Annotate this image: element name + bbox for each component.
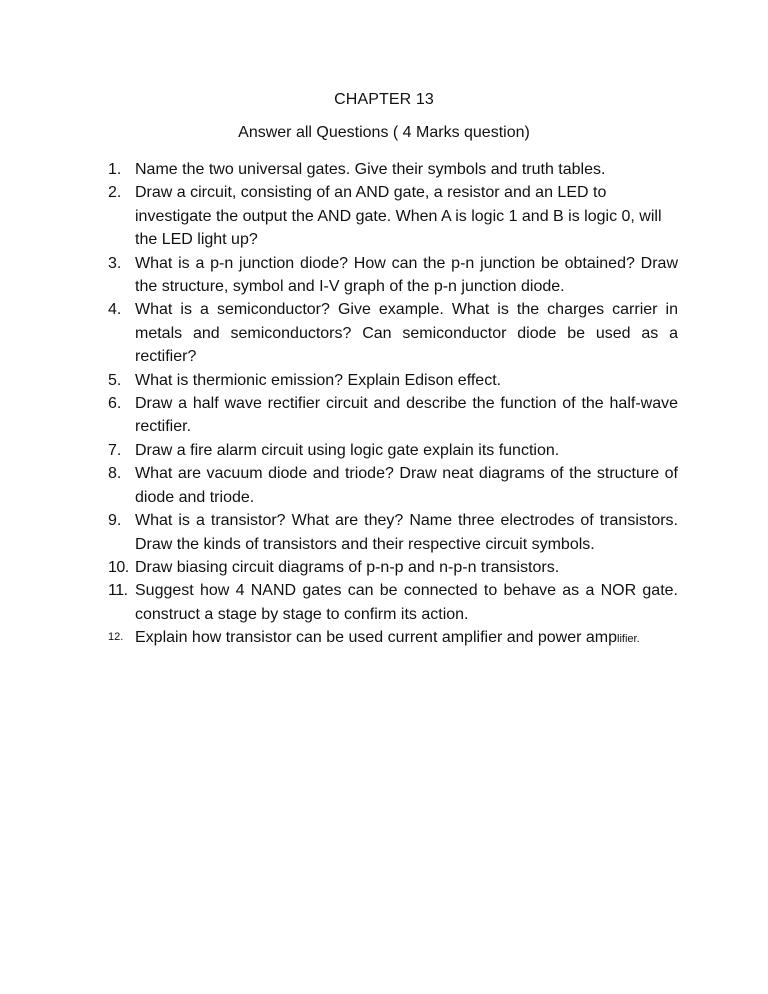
question-text bbox=[135, 626, 678, 651]
question-text: What is thermionic emission? Explain Edison effect. bbox=[135, 371, 502, 389]
question-item bbox=[108, 158, 678, 181]
question-item bbox=[108, 462, 678, 509]
question-item bbox=[108, 509, 678, 556]
question-text: Draw a half wave rectifier circuit and describe the function of the half-wave rectifier. bbox=[135, 395, 678, 436]
instructions-heading: Answer all Questions ( 4 Marks question) bbox=[238, 124, 530, 141]
question-number: 3. bbox=[108, 254, 122, 272]
question-number: 12. bbox=[108, 631, 124, 644]
question-number: 10. bbox=[108, 558, 129, 576]
question-number: 8. bbox=[108, 465, 122, 483]
question-number: 5. bbox=[108, 371, 122, 389]
question-number: 1. bbox=[108, 161, 122, 178]
question-item bbox=[108, 579, 678, 626]
question-item bbox=[108, 298, 678, 368]
question-number: 2. bbox=[108, 184, 122, 202]
question-text-tail: lifier. bbox=[617, 633, 640, 646]
question-text: Name the two universal gates. Give their symbols and truth tables. bbox=[135, 161, 606, 178]
question-text: What is a semiconductor? Give example. What is the charges carrier in metals and semiconductors? Can semiconductor diode be used as a rectifier? bbox=[135, 301, 678, 366]
question-list bbox=[108, 158, 678, 652]
question-number: 9. bbox=[108, 512, 122, 530]
question-text: What is a p-n junction diode? How can the p-n junction be obtained? Draw the structure, symbol and I-V graph of the p-n junction diode. bbox=[135, 254, 678, 296]
question-item bbox=[108, 556, 678, 579]
question-text: Draw a fire alarm circuit using logic gate explain its function. bbox=[135, 441, 560, 459]
question-item bbox=[108, 369, 678, 392]
question-text: Draw biasing circuit diagrams of p-n-p and n-p-n transistors. bbox=[135, 558, 560, 576]
question-text: Draw a circuit, consisting of an AND gate, a resistor and an LED to investigate the output the AND gate. When A is logic 1 and B is logic 0, will the LED light up? bbox=[135, 184, 662, 249]
question-number: 7. bbox=[108, 441, 122, 459]
question-number: 11. bbox=[108, 582, 128, 600]
question-number: 4. bbox=[108, 301, 122, 319]
question-text: What are vacuum diode and triode? Draw neat diagrams of the structure of diode and triode. bbox=[135, 465, 678, 506]
question-text: What is a transistor? What are they? Name three electrodes of transistors. Draw the kinds of transistors and their respective circuit symbols. bbox=[135, 512, 678, 553]
question-text: Suggest how 4 NAND gates can be connected to behave as a NOR gate. construct a stage by stage to confirm its action. bbox=[135, 582, 678, 623]
question-item bbox=[108, 181, 678, 251]
question-text-main: Explain how transistor can be used current amplifier and power amp bbox=[135, 629, 618, 647]
question-item bbox=[108, 392, 678, 439]
question-item bbox=[108, 626, 678, 651]
question-number: 6. bbox=[108, 395, 122, 413]
question-item bbox=[108, 439, 678, 462]
question-item bbox=[108, 252, 678, 299]
chapter-title: CHAPTER 13 bbox=[334, 91, 434, 108]
